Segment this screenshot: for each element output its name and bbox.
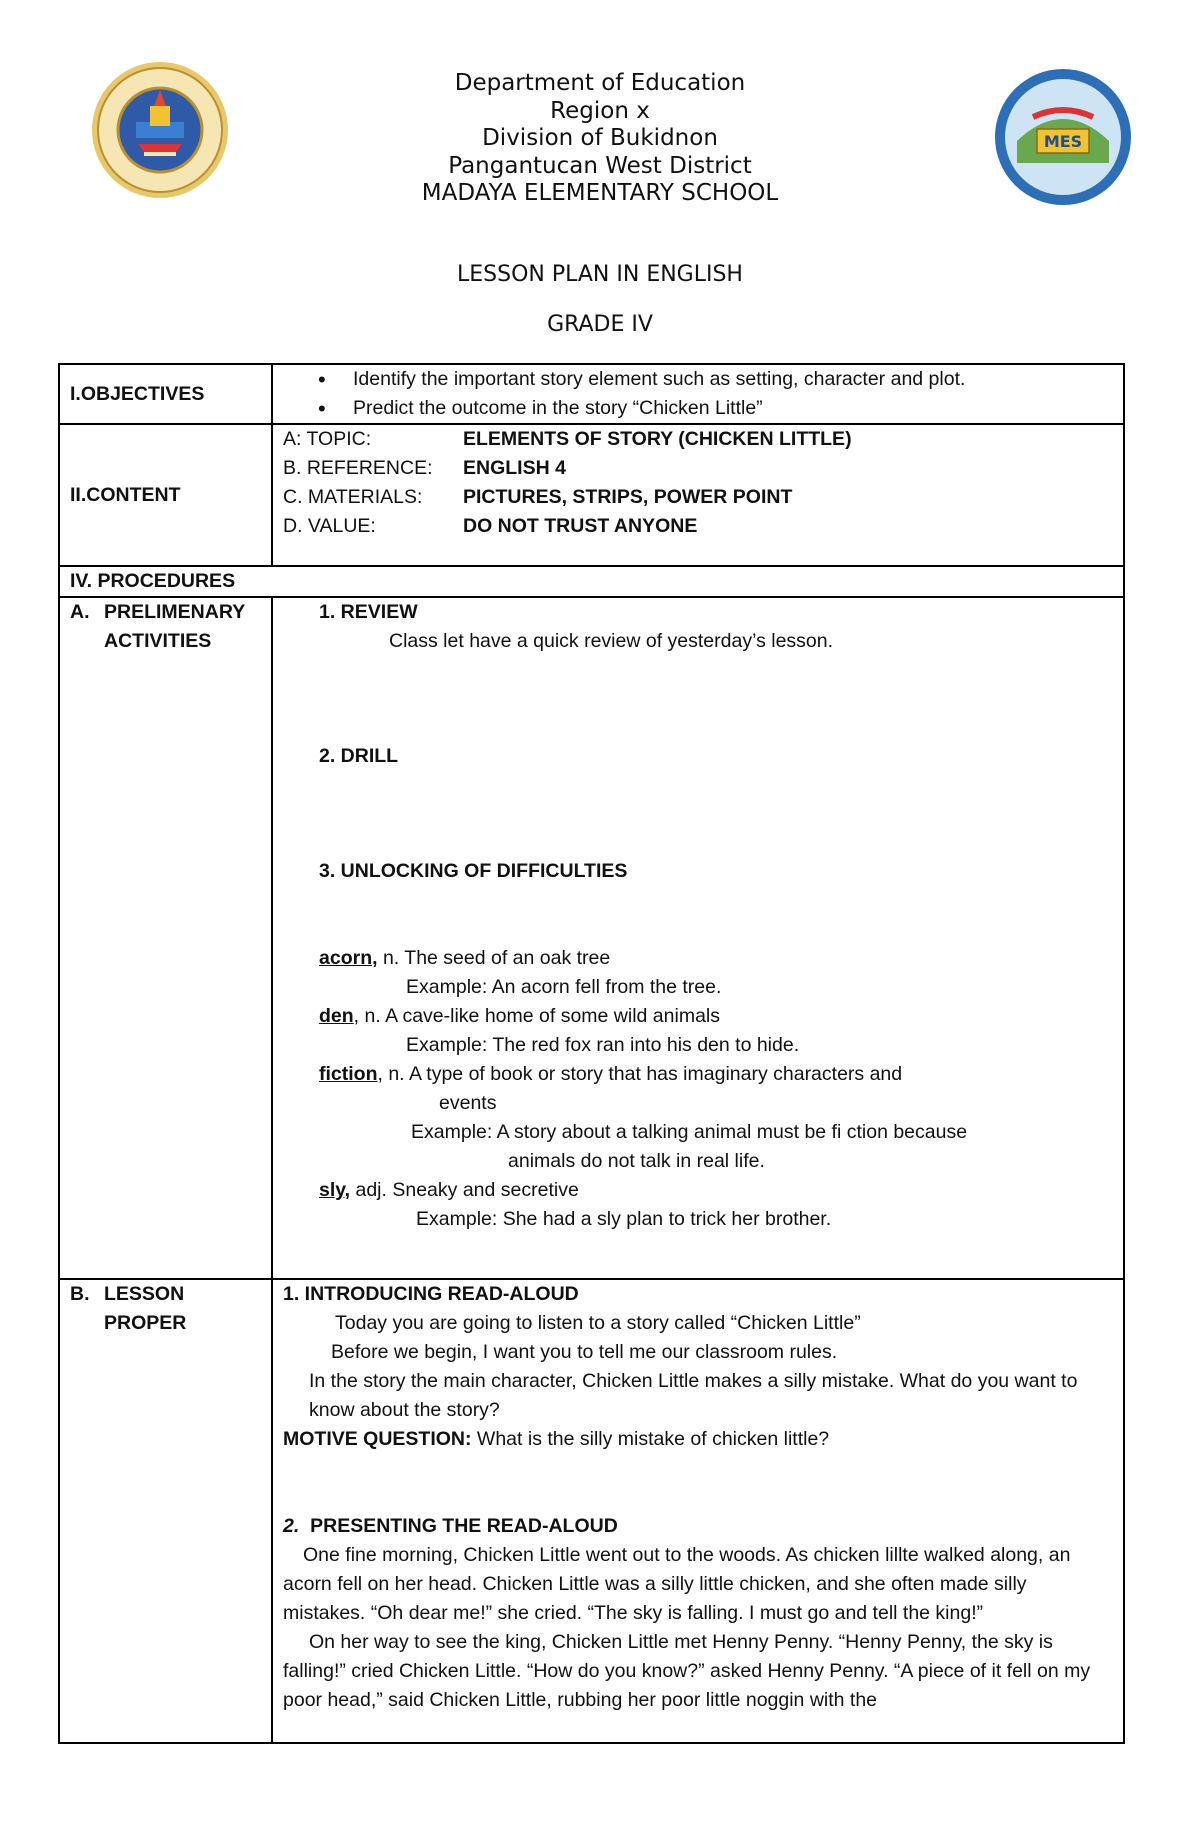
content-row bbox=[59, 424, 1124, 566]
header-line-deped: Department of Education bbox=[454, 70, 746, 96]
vocab-def-text: , n. A cave-like home of some wild animals bbox=[353, 1005, 721, 1027]
procedures-label: IV. PROCEDURES bbox=[59, 566, 1124, 597]
preliminary-label-cont: ACTIVITIES bbox=[104, 630, 212, 652]
presenting-heading bbox=[283, 1512, 1113, 1541]
preliminary-label-cell bbox=[59, 597, 272, 1279]
lesson-plan-table bbox=[58, 363, 1125, 1744]
story-paragraph: On her way to see the king, Chicken Little met Henny Penny. “Henny Penny, the sky is falling!” cried Chicken Little. “How do you know?” asked Henny Penny. “A piece of it fell on my poor head,” said Chicken Little, rubbing her poor little noggin with the bbox=[283, 1631, 1091, 1711]
motive-label: MOTIVE QUESTION: bbox=[283, 1428, 472, 1450]
header-line-school: MADAYA ELEMENTARY SCHOOL bbox=[421, 180, 779, 206]
content-materials bbox=[283, 483, 1113, 512]
vocab-example: Example: The red fox ran into his den to hide. bbox=[406, 1034, 800, 1056]
vocab-word: acorn, bbox=[319, 947, 378, 969]
motive-question bbox=[283, 1425, 1113, 1454]
vocab-definition bbox=[319, 944, 1113, 973]
lesson-proper-label-cell bbox=[59, 1279, 272, 1743]
vocab-def-cont: events bbox=[439, 1092, 497, 1114]
preliminary-content bbox=[272, 597, 1124, 1279]
lesson-proper-label: LESSON bbox=[104, 1283, 185, 1305]
objectives-cell bbox=[272, 364, 1124, 424]
content-value: PICTURES, STRIPS, POWER POINT bbox=[463, 486, 793, 508]
intro-line: Today you are going to listen to a story called “Chicken Little” bbox=[335, 1312, 861, 1334]
lesson-proper-row bbox=[59, 1279, 1124, 1743]
preliminary-label: PRELIMENARY bbox=[104, 601, 246, 623]
vocab-definition bbox=[319, 1060, 1113, 1089]
content-value: ENGLISH 4 bbox=[463, 457, 566, 479]
presenting-title: PRESENTING THE READ-ALOUD bbox=[310, 1515, 618, 1537]
objectives-label: I.OBJECTIVES bbox=[59, 364, 272, 424]
objectives-row bbox=[59, 364, 1124, 424]
objective-item: • Identify the important story element such as setting, character and plot. bbox=[318, 365, 1113, 394]
content-value: ELEMENTS OF STORY (CHICKEN LITTLE) bbox=[463, 428, 852, 450]
content-reference bbox=[283, 454, 1113, 483]
content-value-row bbox=[283, 512, 1113, 541]
story-paragraph: One fine morning, Chicken Little went out to the woods. As chicken lillte walked along, an acorn fell on her head. Chicken Little was a silly little chicken, and she often made silly mistakes. “Oh dear me!” she cried. “The sky is falling. I must go and tell the king!” bbox=[283, 1544, 1071, 1624]
vocab-definition bbox=[319, 1002, 1113, 1031]
vocab-example: Example: A story about a talking animal must be fi ction because bbox=[411, 1121, 968, 1143]
lesson-proper-letter: B. bbox=[70, 1283, 90, 1305]
objective-item: • Predict the outcome in the story “Chicken Little” bbox=[318, 394, 1113, 423]
content-label: II.CONTENT bbox=[59, 424, 272, 566]
school-seal-initials: MES bbox=[1043, 132, 1083, 151]
vocab-definition bbox=[319, 1176, 1113, 1205]
vocab-word: sly, bbox=[319, 1179, 351, 1201]
content-key: D. VALUE: bbox=[283, 515, 376, 537]
vocab-example: Example: An acorn fell from the tree. bbox=[406, 976, 722, 998]
vocab-word: den bbox=[319, 1005, 354, 1027]
objectives-list bbox=[283, 365, 1113, 423]
header-line-district: Pangantucan West District bbox=[448, 152, 752, 179]
vocab-example-cont: animals do not talk in real life. bbox=[508, 1150, 765, 1172]
review-text: Class let have a quick review of yesterday’s lesson. bbox=[389, 630, 834, 652]
intro-line: Before we begin, I want you to tell me our classroom rules. bbox=[331, 1341, 838, 1363]
school-header bbox=[0, 70, 1200, 208]
lesson-proper-label-cont: PROPER bbox=[104, 1312, 187, 1334]
procedures-row bbox=[59, 566, 1124, 597]
content-key: A: TOPIC: bbox=[283, 428, 372, 450]
preliminary-row bbox=[59, 597, 1124, 1279]
header-line-region: Region x bbox=[550, 97, 650, 124]
lesson-proper-content bbox=[272, 1279, 1124, 1743]
content-topic bbox=[283, 425, 1113, 454]
vocab-def-text: , n. A type of book or story that has imaginary characters and bbox=[377, 1063, 903, 1085]
lesson-plan-title: LESSON PLAN IN ENGLISH bbox=[457, 262, 743, 287]
unlocking-heading: 3. UNLOCKING OF DIFFICULTIES bbox=[319, 860, 628, 882]
header-line-division: Division of Bukidnon bbox=[482, 125, 718, 151]
intro-line: In the story the main character, Chicken Little makes a silly mistake. What do you want to know about the story? bbox=[309, 1370, 1078, 1421]
vocab-example: Example: She had a sly plan to trick her brother. bbox=[416, 1208, 832, 1230]
intro-heading: 1. INTRODUCING READ-ALOUD bbox=[283, 1283, 579, 1305]
content-key: B. REFERENCE: bbox=[283, 457, 433, 479]
presenting-number: 2. bbox=[283, 1515, 300, 1537]
motive-text: What is the silly mistake of chicken little? bbox=[471, 1428, 830, 1450]
content-cell bbox=[272, 424, 1124, 566]
vocab-def-text: n. The seed of an oak tree bbox=[377, 947, 611, 969]
preliminary-letter: A. bbox=[70, 601, 90, 623]
content-key: C. MATERIALS: bbox=[283, 486, 423, 508]
drill-heading: 2. DRILL bbox=[319, 745, 399, 767]
vocab-def-text: adj. Sneaky and secretive bbox=[350, 1179, 579, 1201]
grade-level-title: GRADE IV bbox=[547, 312, 653, 337]
vocab-word: fiction bbox=[319, 1063, 378, 1085]
review-heading: 1. REVIEW bbox=[319, 601, 418, 623]
content-value: DO NOT TRUST ANYONE bbox=[463, 515, 698, 537]
